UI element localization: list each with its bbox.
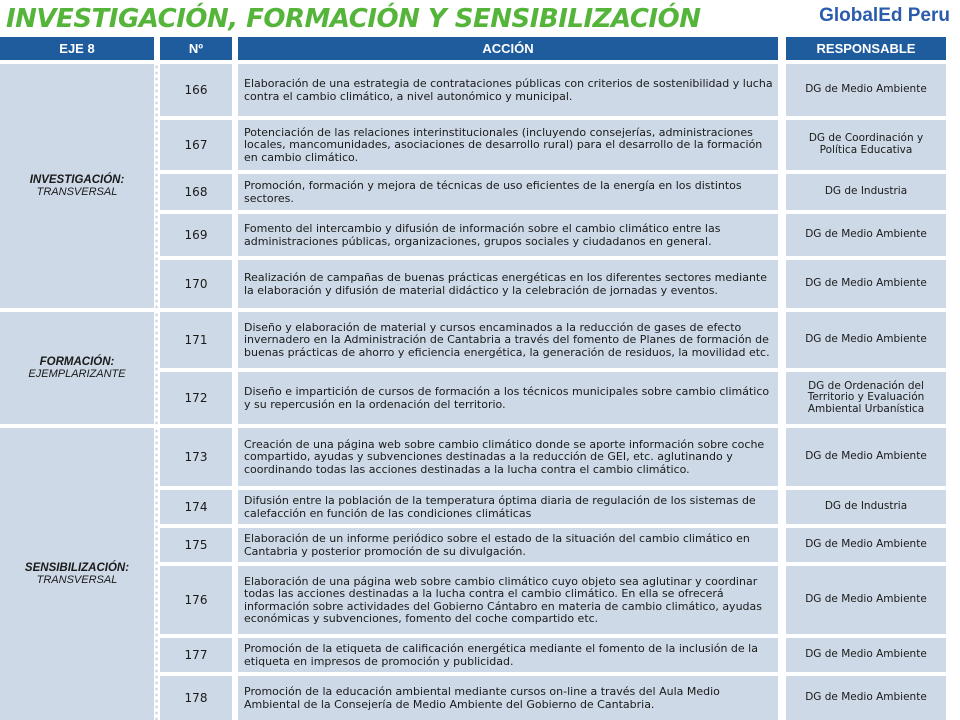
row-action: Elaboración de un informe periódico sobre el estado de la situación del cambio climático en Cantabria y posterior promoción de su divulgación. <box>238 528 778 562</box>
row-action: Fomento del intercambio y difusión de información sobre el cambio climático entre las administraciones públicas, organizaciones, grupos sociales y ciudadanos en general. <box>238 214 778 256</box>
row-number: 172 <box>160 372 232 424</box>
page-title: INVESTIGACIÓN, FORMACIÓN Y SENSIBILIZACIÓN <box>6 4 701 34</box>
dotted-divider <box>154 312 159 424</box>
header-eje: EJE 8 <box>0 37 154 60</box>
row-action: Diseño e impartición de cursos de formación a los técnicos municipales sobre cambio climático y su repercusión en la ordenación del territorio. <box>238 372 778 424</box>
eje-subtitle: TRANSVERSAL <box>36 186 118 198</box>
eje-title: SENSIBILIZACIÓN: <box>24 562 130 574</box>
row-responsible: DG de Medio Ambiente <box>786 566 946 634</box>
row-number: 174 <box>160 490 232 524</box>
header-accion: ACCIÓN <box>238 37 778 60</box>
row-number: 178 <box>160 676 232 720</box>
row-action: Promoción de la educación ambiental mediante cursos on-line a través del Aula Medio Ambiental de la Consejería de Medio Ambiente del Gobierno de Cantabria. <box>238 676 778 720</box>
row-responsible: DG de Medio Ambiente <box>786 676 946 720</box>
row-number: 171 <box>160 312 232 368</box>
row-number: 173 <box>160 428 232 486</box>
eje-cell <box>0 64 154 308</box>
row-responsible: DG de Medio Ambiente <box>786 638 946 672</box>
eje-subtitle: EJEMPLARIZANTE <box>28 368 126 380</box>
row-action: Elaboración de una estrategia de contrataciones públicas con criterios de sostenibilidad y lucha contra el cambio climático, a nivel autonómico y municipal. <box>238 64 778 116</box>
header-responsable: RESPONSABLE <box>786 37 946 60</box>
row-responsible: DG de Ordenación del Territorio y Evaluación Ambiental Urbanística <box>786 372 946 424</box>
eje-cell <box>0 428 154 720</box>
row-action: Difusión entre la población de la temperatura óptima diaria de regulación de los sistemas de calefacción en función de las condiciones climáticas <box>238 490 778 524</box>
row-responsible: DG de Industria <box>786 490 946 524</box>
row-number: 166 <box>160 64 232 116</box>
row-responsible: DG de Industria <box>786 174 946 210</box>
eje-cell <box>0 312 154 424</box>
row-responsible: DG de Coordinación y Política Educativa <box>786 120 946 170</box>
eje-subtitle: TRANSVERSAL <box>36 574 118 586</box>
row-responsible: DG de Medio Ambiente <box>786 428 946 486</box>
dotted-divider <box>154 64 159 308</box>
row-action: Realización de campañas de buenas prácticas energéticas en los diferentes sectores mediante la elaboración y difusión de material didáctico y la celebración de jornadas y eventos. <box>238 260 778 308</box>
eje-title: FORMACIÓN: <box>39 356 115 368</box>
header-num: Nº <box>160 37 232 60</box>
row-action: Promoción, formación y mejora de técnicas de uso eficientes de la energía en los distintos sectores. <box>238 174 778 210</box>
row-number: 167 <box>160 120 232 170</box>
row-number: 169 <box>160 214 232 256</box>
row-responsible: DG de Medio Ambiente <box>786 64 946 116</box>
row-action: Diseño y elaboración de material y cursos encaminados a la reducción de gases de efecto invernadero en la Administración de Cantabria a través del fomento de Planes de formación de buenas prácticas de ahorro y eficiencia energética, la generación de residuos, la movilidad etc. <box>238 312 778 368</box>
row-action: Creación de una página web sobre cambio climático donde se aporte información sobre coche compartido, ayudas y subvenciones destinadas a la reducción de GEI, etc. aglutinando y coordinando todas las acciones destinadas a la lucha contra el cambio climático. <box>238 428 778 486</box>
row-responsible: DG de Medio Ambiente <box>786 214 946 256</box>
row-number: 175 <box>160 528 232 562</box>
dotted-divider <box>154 428 159 720</box>
row-number: 168 <box>160 174 232 210</box>
row-number: 177 <box>160 638 232 672</box>
eje-title: INVESTIGACIÓN: <box>29 174 125 186</box>
row-number: 176 <box>160 566 232 634</box>
row-action: Elaboración de una página web sobre cambio climático cuyo objeto sea aglutinar y coordinar todas las acciones destinadas a la lucha contra el cambio climático. En ella se ofrecerá información sobre actividades del Gobierno Cántabro en materia de cambio climático, ayudas económicas y subvenciones, fomento del coche compartido etc. <box>238 566 778 634</box>
row-number: 170 <box>160 260 232 308</box>
row-action: Potenciación de las relaciones interinstitucionales (incluyendo consejerías, administraciones locales, mancomunidades, asociaciones de desarrollo rural) para el desarrollo de la formación en cambio climático. <box>238 120 778 170</box>
row-responsible: DG de Medio Ambiente <box>786 528 946 562</box>
row-action: Promoción de la etiqueta de calificación energética mediante el fomento de la inclusión de la etiqueta en impresos de promoción y publicidad. <box>238 638 778 672</box>
brand-label: GlobalEd Peru <box>819 5 950 26</box>
row-responsible: DG de Medio Ambiente <box>786 312 946 368</box>
row-responsible: DG de Medio Ambiente <box>786 260 946 308</box>
